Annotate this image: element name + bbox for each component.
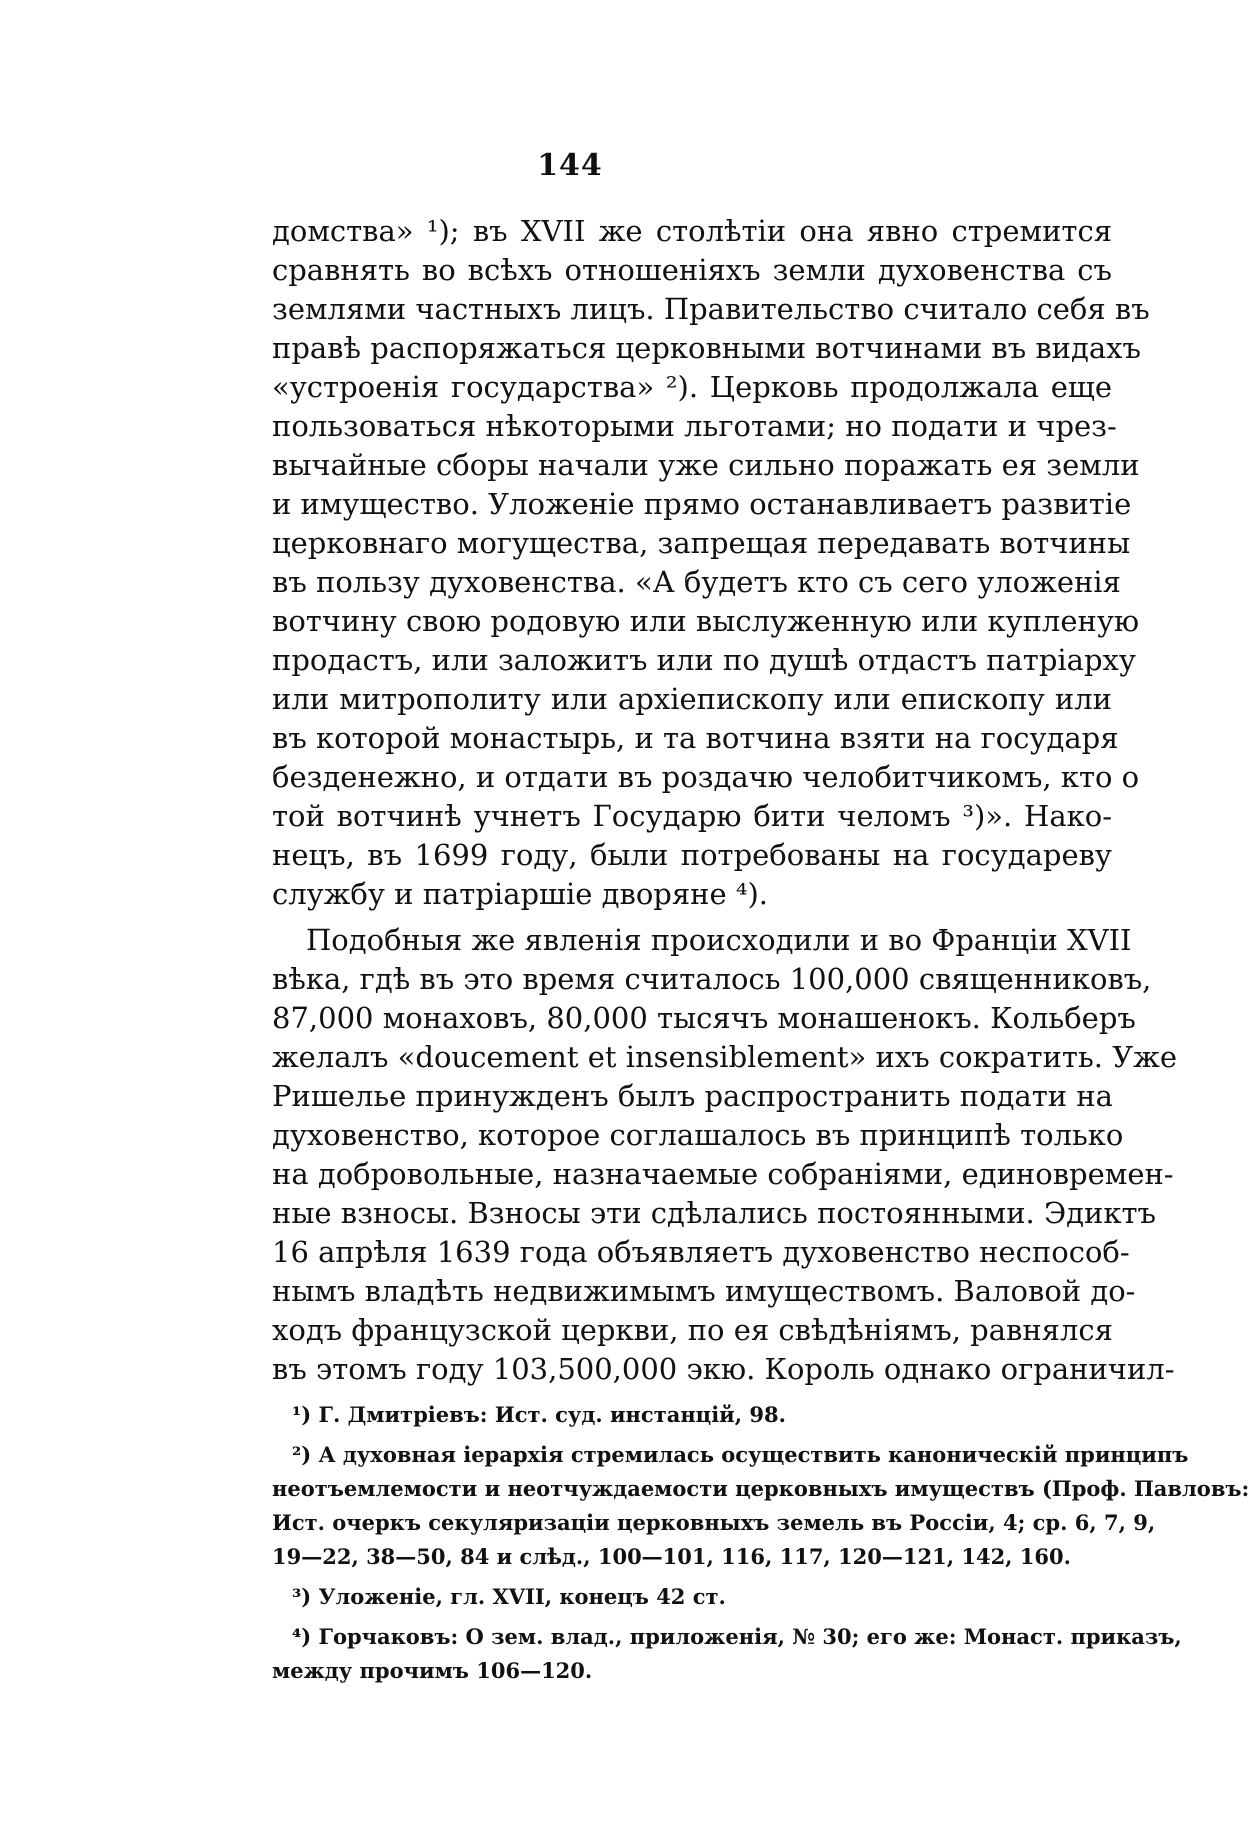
footnote-line: неотъемлемости и неотчуждаемости церковныхъ имуществъ (Проф. Павловъ: <box>272 1476 1249 1501</box>
text-line: или митрополиту или архіепископу или епископу или <box>272 682 1112 716</box>
footnote-line: ¹) Г. Дмитріевъ: Ист. суд. инстанцій, 98. <box>292 1402 786 1427</box>
text-line: Подобныя же явленія происходили и во Франціи XVII <box>306 923 1132 957</box>
footnote-2 <box>272 1438 1249 1574</box>
text-line: вѣка, гдѣ въ это время считалось 100,000 священниковъ, <box>272 962 1152 996</box>
text-line: 16 апрѣля 1639 года объявляетъ духовенство неспособ- <box>272 1235 1130 1269</box>
text-line: безденежно, и отдати въ роздачю челобитчикомъ, кто о <box>272 760 1140 794</box>
text-line: вотчину свою родовую или выслуженную или купленую <box>272 604 1140 638</box>
text-line: церковнаго могущества, запрещая передавать вотчины <box>272 526 1131 560</box>
text-line: вычайные сборы начали уже сильно поражать ея земли <box>272 448 1140 482</box>
footnote-line: Ист. очеркъ секуляризаціи церковныхъ земель въ Россіи, 4; ср. 6, 7, 9, <box>272 1510 1156 1535</box>
text-line: правѣ распоряжаться церковными вотчинами въ видахъ <box>272 331 1141 365</box>
text-line: въ этомъ году 103,500,000 экю. Король однако ограничил- <box>272 1352 1175 1386</box>
footnote-line: между прочимъ 106—120. <box>272 1658 593 1683</box>
footnote-line: ²) А духовная іерархія стремилась осуществить каноническій принципъ <box>292 1442 1189 1467</box>
text-line: домства» ¹); въ XVII же столѣтіи она явно стремится <box>272 214 1112 248</box>
text-line: духовенство, которое соглашалось въ принципѣ только <box>272 1118 1124 1152</box>
text-line: на добровольные, назначаемые собраніями, единовремен- <box>272 1157 1174 1191</box>
footnote-1 <box>272 1398 1112 1432</box>
paragraph-gap <box>272 914 1112 921</box>
text-line: той вотчинѣ учнетъ Государю бити челомъ ³)». Нако- <box>272 799 1112 833</box>
text-line: землями частныхъ лицъ. Правительство считало себя въ <box>272 292 1150 326</box>
text-line: нецъ, въ 1699 году, были потребованы на государеву <box>272 838 1112 872</box>
text-line: ные взносы. Взносы эти сдѣлались постоянными. Эдиктъ <box>272 1196 1156 1230</box>
text-line: службу и патріаршіе дворяне ⁴). <box>272 877 769 911</box>
footnote-3 <box>272 1580 1112 1614</box>
main-text <box>272 212 1177 1389</box>
text-line: Ришелье принужденъ былъ распространить подати на <box>272 1079 1113 1113</box>
footnote-line: ³) Уложеніе, гл. XVII, конецъ 42 ст. <box>292 1584 726 1609</box>
page-number: 144 <box>537 148 603 183</box>
footnotes <box>272 1398 1249 1688</box>
footnote-line: ⁴) Горчаковъ: О зем. влад., приложенія, № 30; его же: Монаст. приказъ, <box>292 1624 1182 1649</box>
footnote-4 <box>272 1620 1182 1688</box>
paragraph-1 <box>272 212 1150 914</box>
text-line: 87,000 монаховъ, 80,000 тысячъ монашенокъ. Кольберъ <box>272 1001 1136 1035</box>
text-line: пользоваться нѣкоторыми льготами; но подати и чрез- <box>272 409 1117 443</box>
text-line: въ которой монастырь, и та вотчина взяти на государя <box>272 721 1119 755</box>
text-line: нымъ владѣть недвижимымъ имуществомъ. Валовой до- <box>272 1274 1136 1308</box>
text-line: и имущество. Уложеніе прямо останавливаетъ развитіе <box>272 487 1132 521</box>
text-line: «устроенія государства» ²). Церковь продолжала еще <box>272 370 1112 404</box>
paragraph-2 <box>272 921 1177 1389</box>
text-line: ходъ французской церкви, по ея свѣдѣніямъ, равнялся <box>272 1313 1113 1347</box>
footnote-line: 19—22, 38—50, 84 и слѣд., 100—101, 116, 117, 120—121, 142, 160. <box>272 1544 1071 1569</box>
text-line: продастъ, или заложитъ или по душѣ отдастъ патріарху <box>272 643 1136 677</box>
text-line: сравнять во всѣхъ отношеніяхъ земли духовенства съ <box>272 253 1112 287</box>
text-line: въ пользу духовенства. «А будетъ кто съ сего уложенія <box>272 565 1121 599</box>
text-line: желалъ «doucement et insensiblement» ихъ сократить. Уже <box>272 1040 1177 1074</box>
